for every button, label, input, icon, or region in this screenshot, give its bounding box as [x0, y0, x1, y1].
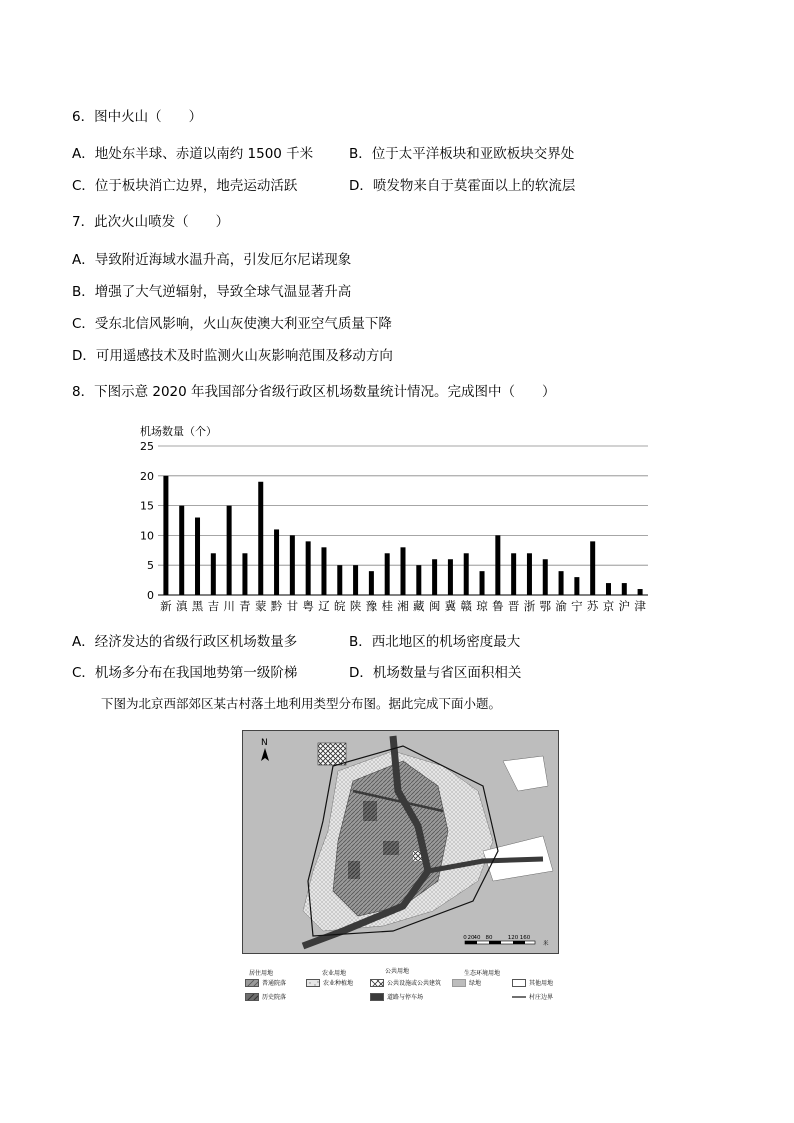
- map-north-label: N: [261, 738, 268, 748]
- map-historic-courtyard: [363, 801, 377, 821]
- chart-bar: [448, 559, 453, 595]
- chart-x-tick-label: 鄂: [539, 599, 552, 613]
- chart-x-tick-label: 青: [239, 599, 251, 613]
- chart-x-tick-label: 粤: [302, 599, 314, 613]
- q8-option-c: C．机场多分布在我国地势第一级阶梯: [72, 665, 298, 681]
- map-public-facility: [318, 743, 346, 765]
- map-historic-courtyard: [348, 861, 360, 879]
- chart-x-tick-label: 吉: [207, 599, 220, 613]
- chart-x-tick-label: 浙: [523, 599, 536, 613]
- chart-bar: [606, 583, 611, 595]
- legend-item-other-land: [512, 978, 553, 987]
- chart-bar: [590, 541, 595, 595]
- map-scale-unit: 米: [543, 941, 549, 947]
- legend-item-road-parking: [370, 992, 423, 1001]
- village-land-use-map: [242, 730, 559, 954]
- chart-x-tick-label: 黑: [191, 599, 204, 613]
- airport-count-bar-chart: [120, 420, 660, 618]
- chart-bar: [401, 547, 406, 595]
- chart-x-tick-label: 辽: [318, 599, 330, 613]
- chart-bar: [321, 547, 326, 595]
- chart-x-tick-label: 京: [602, 599, 615, 613]
- chart-bar: [511, 553, 516, 595]
- chart-bar: [211, 553, 216, 595]
- legend-label-ordinary-courtyard: 普通院落: [262, 980, 287, 987]
- legend-item-village-boundary: [512, 992, 553, 1001]
- chart-x-tick-label: 蒙: [254, 599, 267, 613]
- q6-option-b: B．位于太平洋板块和亚欧板块交界处: [349, 146, 575, 162]
- chart-bar: [227, 506, 232, 595]
- chart-x-tick-label: 桂: [381, 599, 393, 613]
- chart-bar: [353, 565, 358, 595]
- chart-x-tick-label: 宁: [571, 599, 583, 613]
- chart-y-tick-label: 5: [147, 559, 154, 573]
- chart-x-tick-label: 湘: [397, 599, 409, 613]
- map-legend: [242, 966, 562, 1016]
- chart-x-tick-label: 皖: [334, 599, 346, 613]
- chart-x-ticks: [160, 599, 646, 613]
- map-scale-tick-label: 120: [507, 935, 519, 941]
- chart-x-tick-label: 豫: [365, 599, 378, 613]
- chart-bar: [369, 571, 374, 595]
- chart-bar: [464, 553, 469, 595]
- chart-bar: [290, 535, 295, 595]
- chart-bar: [543, 559, 548, 595]
- chart-y-tick-label: 10: [140, 529, 154, 543]
- question-7-stem: 7．此次火山喷发（ ）: [72, 214, 230, 230]
- legend-label-historic-courtyard: 历史院落: [262, 994, 287, 1001]
- legend-head-public: 公共用地: [385, 968, 410, 975]
- chart-x-tick-label: 黔: [270, 599, 283, 613]
- chart-x-tick-label: 苏: [586, 599, 599, 613]
- chart-bar: [480, 571, 485, 595]
- chart-bar: [574, 577, 579, 595]
- chart-x-tick-label: 闽: [428, 599, 441, 613]
- north-arrow-icon: [261, 748, 269, 761]
- chart-bar: [622, 583, 627, 595]
- chart-x-tick-label: 新: [160, 599, 172, 613]
- map-scale-bar: [465, 941, 535, 944]
- chart-x-tick-label: 晋: [507, 599, 520, 613]
- chart-bar: [385, 553, 390, 595]
- map-intro-text: 下图为北京西部郊区某古村落土地利用类型分布图。据此完成下面小题。: [101, 696, 502, 711]
- chart-x-tick-label: 渝: [555, 599, 567, 613]
- chart-bar: [179, 506, 184, 595]
- q8-option-b: B．西北地区的机场密度最大: [349, 634, 521, 650]
- map-other-land: [503, 756, 548, 791]
- chart-x-tick-label: 冀: [444, 599, 457, 613]
- q8-option-a: A．经济发达的省级行政区机场数量多: [72, 634, 298, 650]
- chart-bar: [258, 482, 263, 595]
- legend-label-village-boundary: 村庄边界: [529, 994, 554, 1001]
- q6-option-a: A．地处东半球、赤道以南约 1500 千米: [72, 146, 314, 162]
- chart-x-tick-label: 沪: [618, 599, 631, 613]
- q6-option-c: C．位于板块消亡边界，地壳运动活跃: [72, 178, 298, 194]
- q7-option-b: B．增强了大气逆辐射，导致全球气温显著升高: [72, 284, 352, 300]
- chart-bar: [337, 565, 342, 595]
- chart-bar: [527, 553, 532, 595]
- chart-x-tick-label: 鲁: [492, 599, 504, 613]
- q7-option-c: C．受东北信风影响，火山灰使澳大利亚空气质量下降: [72, 316, 392, 332]
- chart-bar: [416, 565, 421, 595]
- chart-bar: [432, 559, 437, 595]
- legend-label-road-parking: 道路与停车场: [387, 994, 424, 1001]
- chart-x-tick-label: 甘: [286, 599, 299, 613]
- legend-head-residential: 居住用地: [249, 970, 274, 977]
- map-scale-tick-label: 0: [463, 935, 467, 941]
- chart-bar: [195, 518, 200, 595]
- legend-head-agricultural: 农业用地: [322, 970, 347, 977]
- legend-label-farmland: 农业种植地: [323, 980, 354, 987]
- question-8-stem: 8．下图示意 2020 年我国部分省级行政区机场数量统计情况。完成图中（ ）: [72, 384, 556, 400]
- legend-label-green-land: 绿地: [469, 980, 482, 987]
- chart-x-tick-label: 琼: [476, 599, 488, 613]
- map-scale-tick-label: 160: [519, 935, 531, 941]
- chart-bar: [274, 529, 279, 595]
- legend-head-ecological: 生态环境用地: [464, 970, 501, 977]
- chart-y-axis-label: 机场数量（个）: [140, 425, 217, 438]
- chart-y-tick-label: 25: [140, 440, 154, 453]
- q6-option-d: D．喷发物来自于莫霍面以上的软流层: [349, 178, 576, 194]
- map-scale-tick-label: 40: [473, 935, 481, 941]
- chart-y-tick-label: 20: [140, 469, 154, 483]
- chart-bar: [495, 535, 500, 595]
- q8-option-d: D．机场数量与省区面积相关: [349, 665, 522, 681]
- map-scale-tick-label: 20: [467, 935, 475, 941]
- chart-y-ticks: [140, 440, 154, 602]
- chart-bar: [163, 476, 168, 595]
- chart-bar: [242, 553, 247, 595]
- chart-y-tick-label: 0: [147, 589, 154, 602]
- legend-item-farmland: [306, 978, 353, 987]
- q7-option-d: D．可用遥感技术及时监测火山灰影响范围及移动方向: [72, 348, 393, 364]
- legend-item-public-facility: [370, 978, 441, 987]
- chart-y-tick-label: 15: [140, 499, 154, 513]
- chart-x-tick-label: 川: [223, 599, 235, 613]
- legend-item-historic-courtyard: [245, 992, 286, 1001]
- legend-label-other-land: 其他用地: [529, 980, 554, 987]
- legend-item-green-land: [452, 978, 481, 987]
- legend-item-ordinary-courtyard: [245, 978, 286, 987]
- chart-x-tick-label: 赣: [460, 599, 472, 613]
- chart-x-tick-label: 滇: [175, 599, 188, 613]
- chart-bar: [306, 541, 311, 595]
- question-6-stem: 6．图中火山（ ）: [72, 109, 203, 125]
- chart-x-tick-label: 藏: [413, 599, 425, 613]
- chart-bar: [559, 571, 564, 595]
- q7-option-a: A．导致附近海域水温升高，引发厄尔尼诺现象: [72, 252, 352, 268]
- legend-label-public-facility: 公共设施或公共建筑: [387, 980, 442, 987]
- chart-x-tick-label: 陕: [349, 599, 362, 613]
- chart-bar: [638, 589, 643, 595]
- map-historic-courtyard: [383, 841, 399, 855]
- map-scale-tick-label: 80: [485, 935, 493, 941]
- chart-x-tick-label: 津: [634, 599, 646, 613]
